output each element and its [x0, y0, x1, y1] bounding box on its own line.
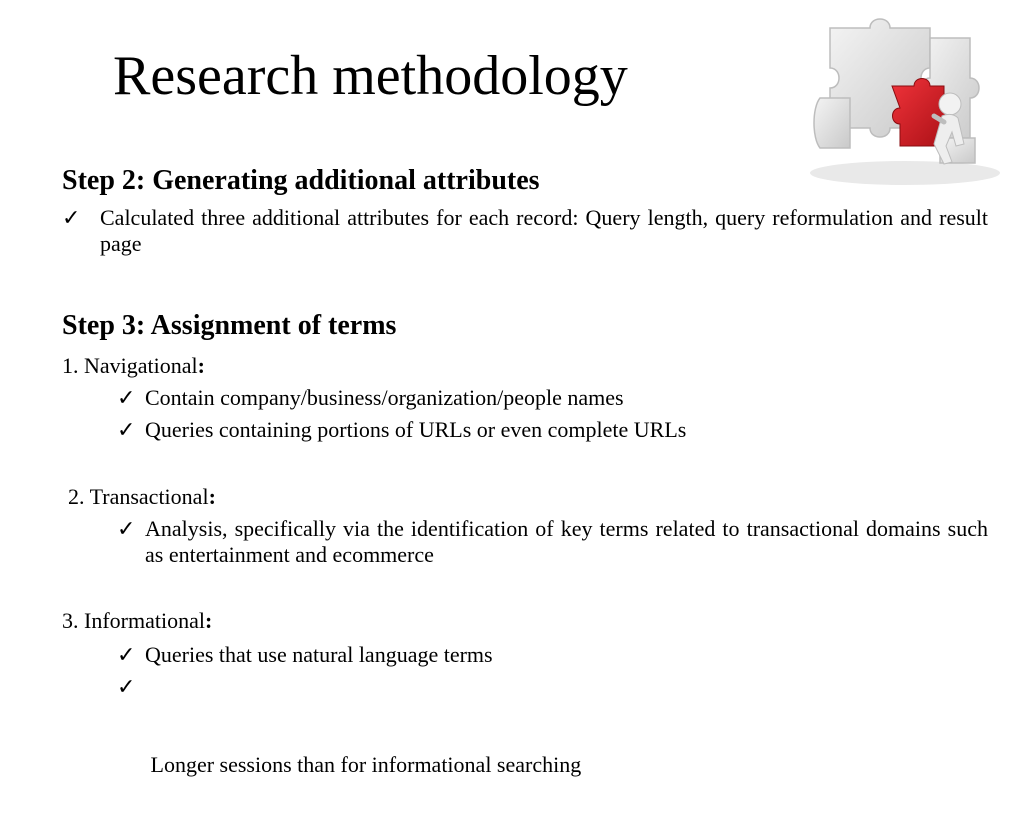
- bullet-text: Contain company/business/organization/people names: [145, 385, 624, 410]
- category-label: 1. Navigational: [62, 353, 198, 378]
- list-item: [62, 205, 988, 257]
- puzzle-figure-icon: [800, 8, 1010, 188]
- category-informational: [62, 608, 212, 634]
- step2-heading: Step 2: Generating additional attributes: [62, 165, 540, 196]
- category-label: 2. Transactional: [68, 484, 209, 509]
- category-colon: :: [208, 484, 216, 509]
- bullet-text: Queries that use natural language terms: [145, 642, 493, 667]
- list-item: [117, 385, 987, 411]
- list-item: [117, 674, 987, 830]
- checkmark-icon: ✓: [62, 205, 81, 230]
- checkmark-icon: ✓: [117, 674, 136, 699]
- checkmark-icon: ✓: [117, 385, 136, 410]
- slide-title: Research methodology: [113, 45, 628, 107]
- checkmark-icon: ✓: [117, 417, 136, 442]
- step3-heading: Step 3: Assignment of terms: [62, 310, 397, 341]
- list-item: [117, 642, 987, 668]
- bullet-text: Longer sessions than for informational searching: [145, 752, 582, 777]
- bullet-text: Analysis, specifically via the identification of key terms related to transactional domains such as entertainment and ecommerce: [145, 516, 988, 567]
- list-item: [117, 417, 987, 443]
- category-label: 3. Informational: [62, 608, 205, 633]
- checkmark-icon: ✓: [117, 516, 136, 541]
- bullet-text: Queries containing portions of URLs or even complete URLs: [145, 417, 687, 442]
- checkmark-icon: ✓: [117, 642, 136, 667]
- category-colon: :: [204, 608, 213, 633]
- bullet-text: Calculated three additional attributes for each record: Query length, query reformulation and result page: [100, 205, 988, 256]
- list-item: [117, 516, 988, 568]
- category-transactional: [68, 484, 216, 510]
- category-colon: :: [197, 353, 205, 378]
- category-navigational: [62, 353, 205, 379]
